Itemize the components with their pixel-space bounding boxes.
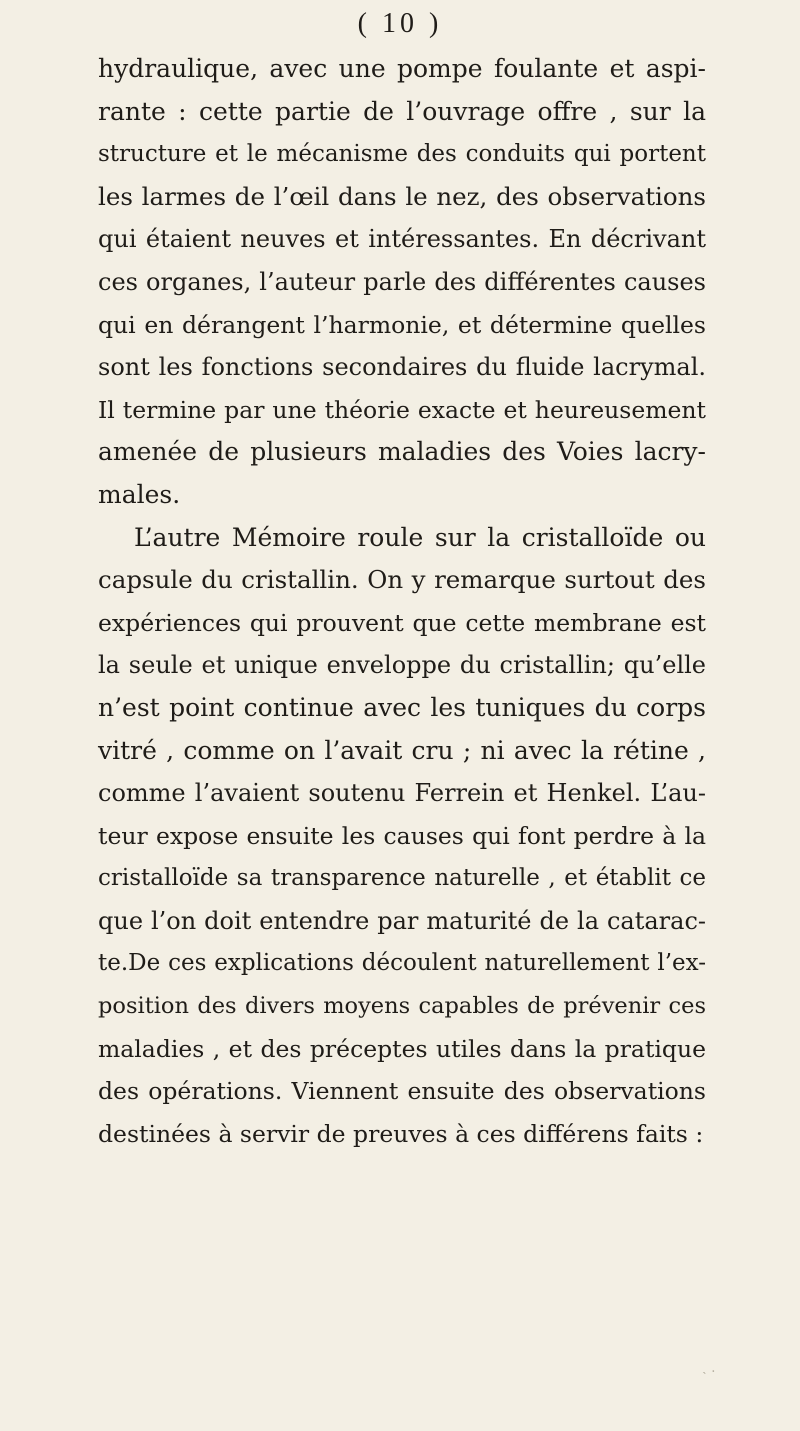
text-line: cristalloïde sa transparence naturelle , et établit ce <box>98 865 706 892</box>
ink-smudge-mark: ˴ · <box>702 1364 716 1380</box>
text-line: ces organes, l’auteur parle des différentes causes <box>98 267 706 296</box>
text-line: maladies , et des préceptes utiles dans la pratique <box>98 1034 706 1063</box>
text-line: structure et le mécanisme des conduits qui portent <box>98 141 706 168</box>
text-line: position des divers moyens capables de prévenir ces <box>98 993 706 1020</box>
text-line: hydraulique, avec une pompe foulante et aspi- <box>98 54 706 83</box>
text-line: des opérations. Viennent ensuite des observations <box>98 1077 706 1106</box>
text-line: te.De ces explications découlent naturellement l’ex- <box>98 950 706 977</box>
text-line: Il termine par une théorie exacte et heureusement <box>98 395 706 424</box>
text-line: qui étaient neuves et intéressantes. En décrivant <box>98 225 706 254</box>
text-line: teur expose ensuite les causes qui font perdre à la <box>98 821 706 850</box>
text-line: expériences qui prouvent que cette membrane est <box>98 608 706 637</box>
paragraph-end-line: males. <box>98 479 181 509</box>
text-line: qui en dérangent l’harmonie, et détermine quelles <box>98 310 706 339</box>
text-line: amenée de plusieurs maladies des Voies lacry- <box>98 437 706 467</box>
body-text <box>98 48 706 1155</box>
paragraph-start-line: L’autre Mémoire roule sur la cristalloïde ou <box>134 522 706 552</box>
text-line: destinées à servir de preuves à ces différens faits : <box>98 1119 704 1148</box>
text-line: comme l’avaient soutenu Ferrein et Henkel. L’au- <box>98 779 706 808</box>
text-line: que l’on doit entendre par maturité de la catarac- <box>98 906 706 935</box>
page-number: ( 10 ) <box>357 8 443 39</box>
text-line: la seule et unique enveloppe du cristallin; qu’elle <box>98 651 706 680</box>
text-line: capsule du cristallin. On y remarque surtout des <box>98 565 706 595</box>
text-line: sont les fonctions secondaires du fluide lacrymal. <box>98 353 706 382</box>
text-line: vitré , comme on l’avait cru ; ni avec la rétine , <box>98 735 706 765</box>
text-line: rante : cette partie de l’ouvrage offre , sur la <box>98 96 706 126</box>
text-line: n’est point continue avec les tuniques du corps <box>98 692 706 722</box>
text-line: les larmes de l’œil dans le nez, des observations <box>98 181 706 211</box>
